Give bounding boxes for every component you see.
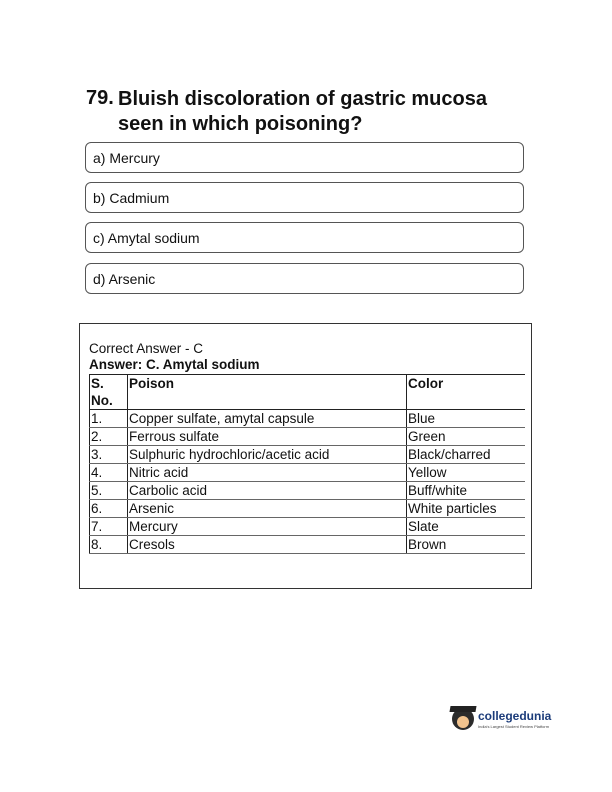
question-number: 79. [86,87,114,109]
cell-sno: 4. [90,464,128,482]
question-text: Bluish discoloration of gastric mucosa seen in which poisoning? [118,88,487,135]
cell-color: Yellow [407,464,526,482]
answer-line: Answer: C. Amytal sodium [89,357,260,372]
table-row [90,500,526,518]
cell-sno: 3. [90,446,128,464]
cell-color: Blue [407,410,526,428]
graduation-cap-icon [449,706,476,712]
table-row [90,410,526,428]
table-row [90,536,526,554]
cell-sno: 8. [90,536,128,554]
cell-poison: Nitric acid [128,464,407,482]
cell-sno: 6. [90,500,128,518]
cell-poison: Copper sulfate, amytal capsule [128,410,407,428]
cell-sno: 2. [90,428,128,446]
cell-color: Green [407,428,526,446]
option-a[interactable]: a) Mercury [85,142,524,173]
mascot-face-icon [457,716,469,728]
cell-sno: 1. [90,410,128,428]
table-row [90,482,526,500]
correct-answer-line: Correct Answer - C [89,341,204,356]
cell-sno: 5. [90,482,128,500]
table-row [90,518,526,536]
logo-name: collegedunia [478,709,552,723]
cell-poison: Cresols [128,536,407,554]
cell-color: White particles [407,500,526,518]
cell-sno: 7. [90,518,128,536]
table-row [90,446,526,464]
cell-color: Buff/white [407,482,526,500]
logo-tagline: India's Largest Student Review Platform [478,724,550,729]
answer-box [79,323,532,589]
header-poison: Poison [128,375,407,410]
cell-color: Black/charred [407,446,526,464]
table-row [90,464,526,482]
cell-poison: Arsenic [128,500,407,518]
header-color: Color [407,375,526,410]
option-c[interactable]: c) Amytal sodium [85,222,524,253]
option-b[interactable]: b) Cadmium [85,182,524,213]
cell-poison: Sulphuric hydrochloric/acetic acid [128,446,407,464]
header-sno: S. No. [90,375,128,410]
cell-color: Brown [407,536,526,554]
table-row [90,428,526,446]
option-d[interactable]: d) Arsenic [85,263,524,294]
poison-color-table [89,374,525,554]
table-header-row [90,375,526,410]
cell-poison: Mercury [128,518,407,536]
cell-poison: Ferrous sulfate [128,428,407,446]
cell-poison: Carbolic acid [128,482,407,500]
cell-color: Slate [407,518,526,536]
